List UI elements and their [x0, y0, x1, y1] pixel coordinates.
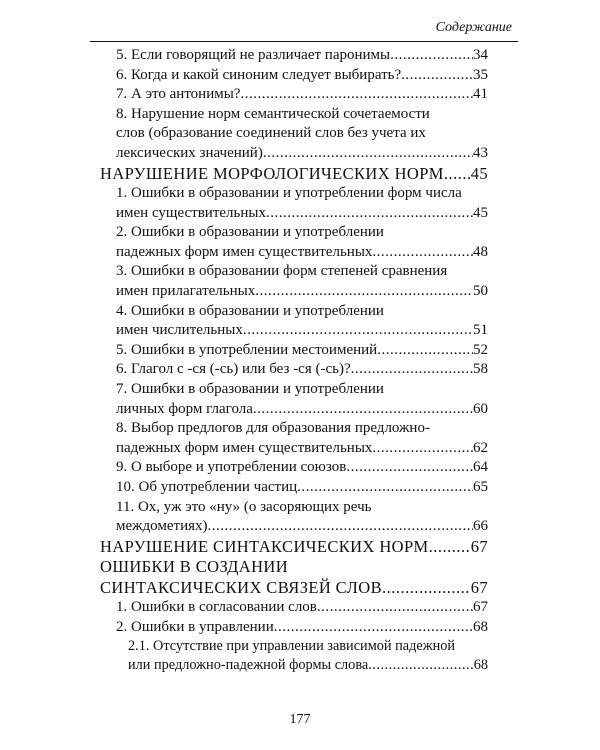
toc-entry — [100, 360, 488, 380]
dot-leader — [297, 478, 473, 498]
toc-page-number: 65 — [473, 478, 488, 495]
dot-leader — [444, 164, 471, 185]
toc-entry-text: 6. Глагол с -ся (-сь) или без -ся (-сь)? — [116, 361, 351, 378]
dot-leader — [372, 439, 473, 459]
dot-leader — [317, 598, 473, 618]
toc-page-number: 52 — [473, 341, 488, 358]
toc-entry-text: падежных форм имен существительных — [116, 439, 373, 456]
toc-entry — [100, 618, 488, 638]
toc-entry-text: 2.1. Отсутствие при управлении зависимой падежной — [128, 638, 456, 655]
dot-leader — [368, 656, 473, 675]
toc-entry-text: 8. Нарушение норм семантической сочетаемости — [116, 105, 430, 122]
dot-leader — [266, 204, 473, 224]
toc-entry-text: 10. Об употреблении частиц — [116, 478, 298, 495]
dot-leader — [274, 618, 473, 638]
toc-page-number: 43 — [473, 144, 488, 161]
dot-leader — [377, 341, 473, 361]
toc-entry-text: или предложно-падежной формы слова — [128, 657, 369, 674]
toc-entry-text: 2. Ошибки в образовании и употреблении — [116, 224, 384, 241]
toc-page-number: 64 — [473, 459, 488, 476]
toc-entry-text: слов (образование соединений слов без учета их — [116, 125, 426, 142]
toc-page-number: 45 — [473, 204, 488, 221]
dot-leader — [401, 66, 473, 86]
toc-page-number: 50 — [473, 283, 488, 300]
toc-page-number: 48 — [473, 243, 488, 260]
toc-page-number: 67 — [470, 536, 488, 556]
toc-page-number: 34 — [473, 47, 488, 63]
toc-entry-text: 8. Выбор предлогов для образования предложно- — [116, 420, 430, 437]
toc-entry-text: СИНТАКСИЧЕСКИХ СВЯЗЕЙ СЛОВ — [100, 577, 382, 597]
dot-leader — [263, 144, 473, 164]
dot-leader — [243, 321, 473, 341]
toc-entry-text: 3. Ошибки в образовании форм степеней сравнения — [116, 263, 448, 280]
toc-entry-text: падежных форм имен существительных — [116, 243, 373, 260]
dot-leader — [429, 537, 471, 558]
toc-entry — [100, 419, 488, 458]
toc-page-number: 45 — [470, 163, 488, 183]
toc-entry-text: 1. Ошибки в образовании и употреблении форм числа — [116, 185, 462, 202]
toc-page-number: 41 — [473, 86, 488, 103]
dot-leader — [390, 46, 473, 66]
toc-page-number: 58 — [473, 361, 488, 378]
toc-entry-text: 5. Ошибки в употреблении местоимений — [116, 341, 378, 358]
dot-leader — [382, 578, 471, 599]
toc-entry — [100, 598, 488, 618]
dot-leader — [253, 400, 473, 420]
toc-entry-text: 6. Когда и какой синоним следует выбирать? — [116, 66, 402, 83]
toc-entry — [100, 105, 488, 164]
toc-page-number: 68 — [473, 618, 488, 635]
toc-entry — [100, 262, 488, 301]
toc-page-number: 68 — [473, 657, 488, 674]
toc-entry-text: имен прилагательных — [116, 283, 256, 300]
toc-entry — [100, 85, 488, 105]
toc-entry — [100, 223, 488, 262]
dot-leader — [255, 282, 473, 302]
toc-entry-text: 11. Ох, уж это «ну» (о засоряющих речь — [116, 498, 372, 515]
toc-entry — [100, 184, 488, 223]
toc-section-heading — [100, 164, 488, 185]
toc-entry — [100, 458, 488, 478]
toc-entry-text: личных форм глагола — [116, 400, 253, 417]
toc-entry-text: 9. О выборе и употреблении союзов — [116, 459, 347, 476]
toc-entry-text: 1. Ошибки в согласовании слов — [116, 599, 317, 616]
toc-page-number: 67 — [470, 577, 488, 597]
page-number: 177 — [289, 712, 311, 727]
toc-entry — [100, 478, 488, 498]
toc-section-heading — [100, 537, 488, 558]
toc-entry — [100, 341, 488, 361]
toc-entry-text: междометиях) — [116, 518, 208, 535]
toc-page-number: 35 — [473, 66, 488, 83]
toc-entry — [100, 498, 488, 537]
toc-entry-text: ОШИБКИ В СОЗДАНИИ — [100, 557, 289, 577]
toc-entry-text: 5. Если говорящий не различает паронимы — [116, 47, 391, 63]
toc-entry-text: имен существительных — [116, 204, 266, 221]
toc-entry — [100, 66, 488, 86]
toc-entry-text: 7. А это антонимы? — [116, 86, 241, 103]
dot-leader — [240, 85, 473, 105]
toc-page-number: 67 — [473, 599, 488, 616]
toc-entry-text: 7. Ошибки в образовании и употреблении — [116, 381, 384, 397]
toc-entry — [100, 302, 488, 341]
table-of-contents — [100, 46, 488, 675]
toc-entry-text: 2. Ошибки в управлении — [116, 618, 274, 635]
dot-leader — [208, 517, 474, 537]
toc-entry — [100, 380, 488, 419]
toc-entry-text: лексических значений) — [116, 144, 263, 161]
toc-entry-text: НАРУШЕНИЕ МОРФОЛОГИЧЕСКИХ НОРМ — [100, 163, 444, 183]
toc-section-heading — [100, 557, 488, 598]
dot-leader — [346, 458, 473, 478]
toc-entry-text: 4. Ошибки в образовании и употреблении — [116, 302, 384, 319]
toc-page-number: 66 — [473, 518, 488, 535]
toc-entry — [100, 637, 488, 675]
toc-page-number: 60 — [473, 400, 488, 417]
toc-page-number: 62 — [473, 439, 488, 456]
toc-entry-text: имен числительных — [116, 322, 243, 339]
toc-entry — [100, 46, 488, 66]
toc-entry-text: НАРУШЕНИЕ СИНТАКСИЧЕСКИХ НОРМ — [100, 536, 429, 556]
running-title: Содержание — [435, 20, 512, 35]
header-rule — [90, 41, 518, 42]
dot-leader — [351, 360, 473, 380]
toc-page-number: 51 — [473, 322, 488, 339]
dot-leader — [372, 243, 473, 263]
